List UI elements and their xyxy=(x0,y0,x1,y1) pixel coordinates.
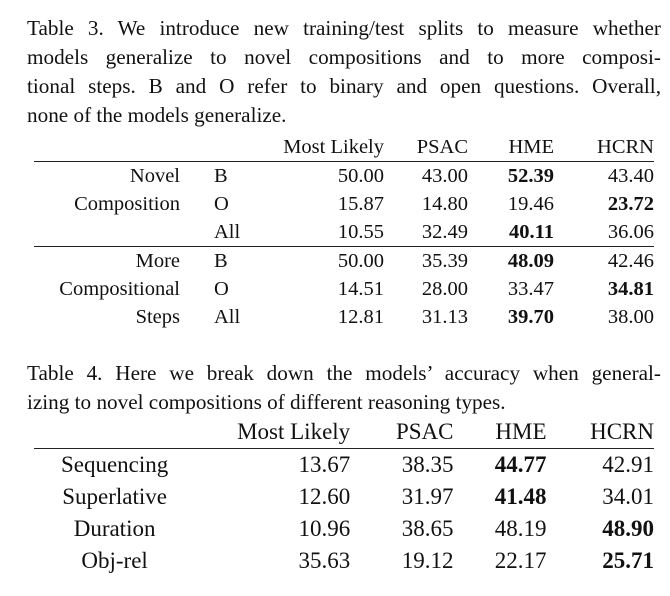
table-cell: 36.06 xyxy=(554,218,654,247)
row-label xyxy=(34,218,188,247)
table-cell: 33.47 xyxy=(507,278,554,300)
question-type: B xyxy=(214,165,228,187)
table-row xyxy=(34,190,654,218)
table4-caption xyxy=(27,359,661,417)
question-type: All xyxy=(188,218,260,247)
table-cell: 52.39 xyxy=(507,165,554,187)
table-row xyxy=(34,513,654,545)
table-cell: 38.00 xyxy=(607,306,654,328)
table-cell: 32.49 xyxy=(384,218,468,247)
table-cell: 48.19 xyxy=(494,516,547,541)
table-row xyxy=(34,218,654,247)
column-header: Most Likely xyxy=(195,416,350,449)
column-header: HCRN xyxy=(547,416,654,449)
table-header-row xyxy=(34,416,654,449)
table-cell: 41.48 xyxy=(494,484,547,509)
caption-line: Table 3. We introduce new training/test splits to measure whether xyxy=(27,16,661,40)
row-label: Superlative xyxy=(62,484,167,509)
table-row xyxy=(34,275,654,303)
caption-line: Table 4. Here we break down the models’ accuracy when general- xyxy=(27,361,661,385)
table3-caption xyxy=(27,14,661,130)
question-type: O xyxy=(214,193,229,215)
table-cell: 31.97 xyxy=(401,484,454,509)
question-type: All xyxy=(214,306,241,328)
column-header: HCRN xyxy=(554,133,654,162)
table-cell: 13.67 xyxy=(298,452,351,477)
table-cell: 43.00 xyxy=(421,165,468,187)
row-label: Sequencing xyxy=(60,452,169,477)
table-cell: 35.39 xyxy=(421,250,468,272)
table-row xyxy=(34,303,654,331)
column-header: PSAC xyxy=(350,416,453,449)
row-label: More xyxy=(135,250,180,272)
table-cell: 14.51 xyxy=(337,278,384,300)
table-cell: 38.35 xyxy=(401,452,454,477)
row-label: Steps xyxy=(135,306,180,328)
table-cell: 28.00 xyxy=(421,278,468,300)
table-header-row xyxy=(34,133,654,162)
table-cell: 15.87 xyxy=(337,193,384,215)
table-cell: 48.90 xyxy=(602,516,654,541)
table-cell: 22.17 xyxy=(494,548,547,573)
table-cell: 34.81 xyxy=(607,278,654,300)
table-cell: 25.71 xyxy=(602,548,654,573)
table-cell: 42.91 xyxy=(602,452,654,477)
table-cell: 31.13 xyxy=(421,306,468,328)
caption-line: none of the models generalize. xyxy=(27,103,287,127)
column-header: HME xyxy=(454,416,547,449)
caption-line: tional steps. B and O refer to binary and open questions. Overall, xyxy=(27,74,661,98)
table-cell: 43.40 xyxy=(607,165,654,187)
table-cell: 19.12 xyxy=(401,548,454,573)
column-header: Most Likely xyxy=(260,133,384,162)
row-label: Obj-rel xyxy=(81,548,148,573)
table-cell: 19.46 xyxy=(507,193,554,215)
caption-line: izing to novel compositions of different reasoning types. xyxy=(27,390,506,414)
table-row xyxy=(34,449,654,482)
table-cell: 14.80 xyxy=(421,193,468,215)
row-label: Duration xyxy=(73,516,156,541)
table-cell: 12.60 xyxy=(298,484,351,509)
row-label: Novel xyxy=(129,165,180,187)
row-label: Compositional xyxy=(59,278,180,300)
table3 xyxy=(34,133,654,331)
table4 xyxy=(34,416,654,577)
table-cell: 12.81 xyxy=(337,306,384,328)
table-cell: 23.72 xyxy=(607,193,654,215)
column-header xyxy=(34,416,195,449)
table-cell: 40.11 xyxy=(468,218,554,247)
question-type: O xyxy=(214,278,229,300)
table-cell: 34.01 xyxy=(602,484,654,509)
table-cell: 35.63 xyxy=(298,548,351,573)
table-row xyxy=(34,247,654,276)
table-cell: 38.65 xyxy=(401,516,454,541)
column-header xyxy=(188,133,260,162)
table-cell: 39.70 xyxy=(507,306,554,328)
table-cell: 50.00 xyxy=(337,165,384,187)
row-label: Composition xyxy=(74,193,180,215)
column-header xyxy=(34,133,188,162)
column-header: HME xyxy=(468,133,554,162)
table-cell: 10.96 xyxy=(298,516,351,541)
caption-line: models generalize to novel compositions and to more composi- xyxy=(27,45,661,69)
table-row xyxy=(34,481,654,513)
table-cell: 44.77 xyxy=(494,452,547,477)
table-row xyxy=(34,545,654,577)
table-row xyxy=(34,162,654,191)
table-cell: 10.55 xyxy=(260,218,384,247)
question-type: B xyxy=(214,250,228,272)
table-cell: 50.00 xyxy=(337,250,384,272)
table-cell: 48.09 xyxy=(507,250,554,272)
table-cell: 42.46 xyxy=(607,250,654,272)
column-header: PSAC xyxy=(384,133,468,162)
